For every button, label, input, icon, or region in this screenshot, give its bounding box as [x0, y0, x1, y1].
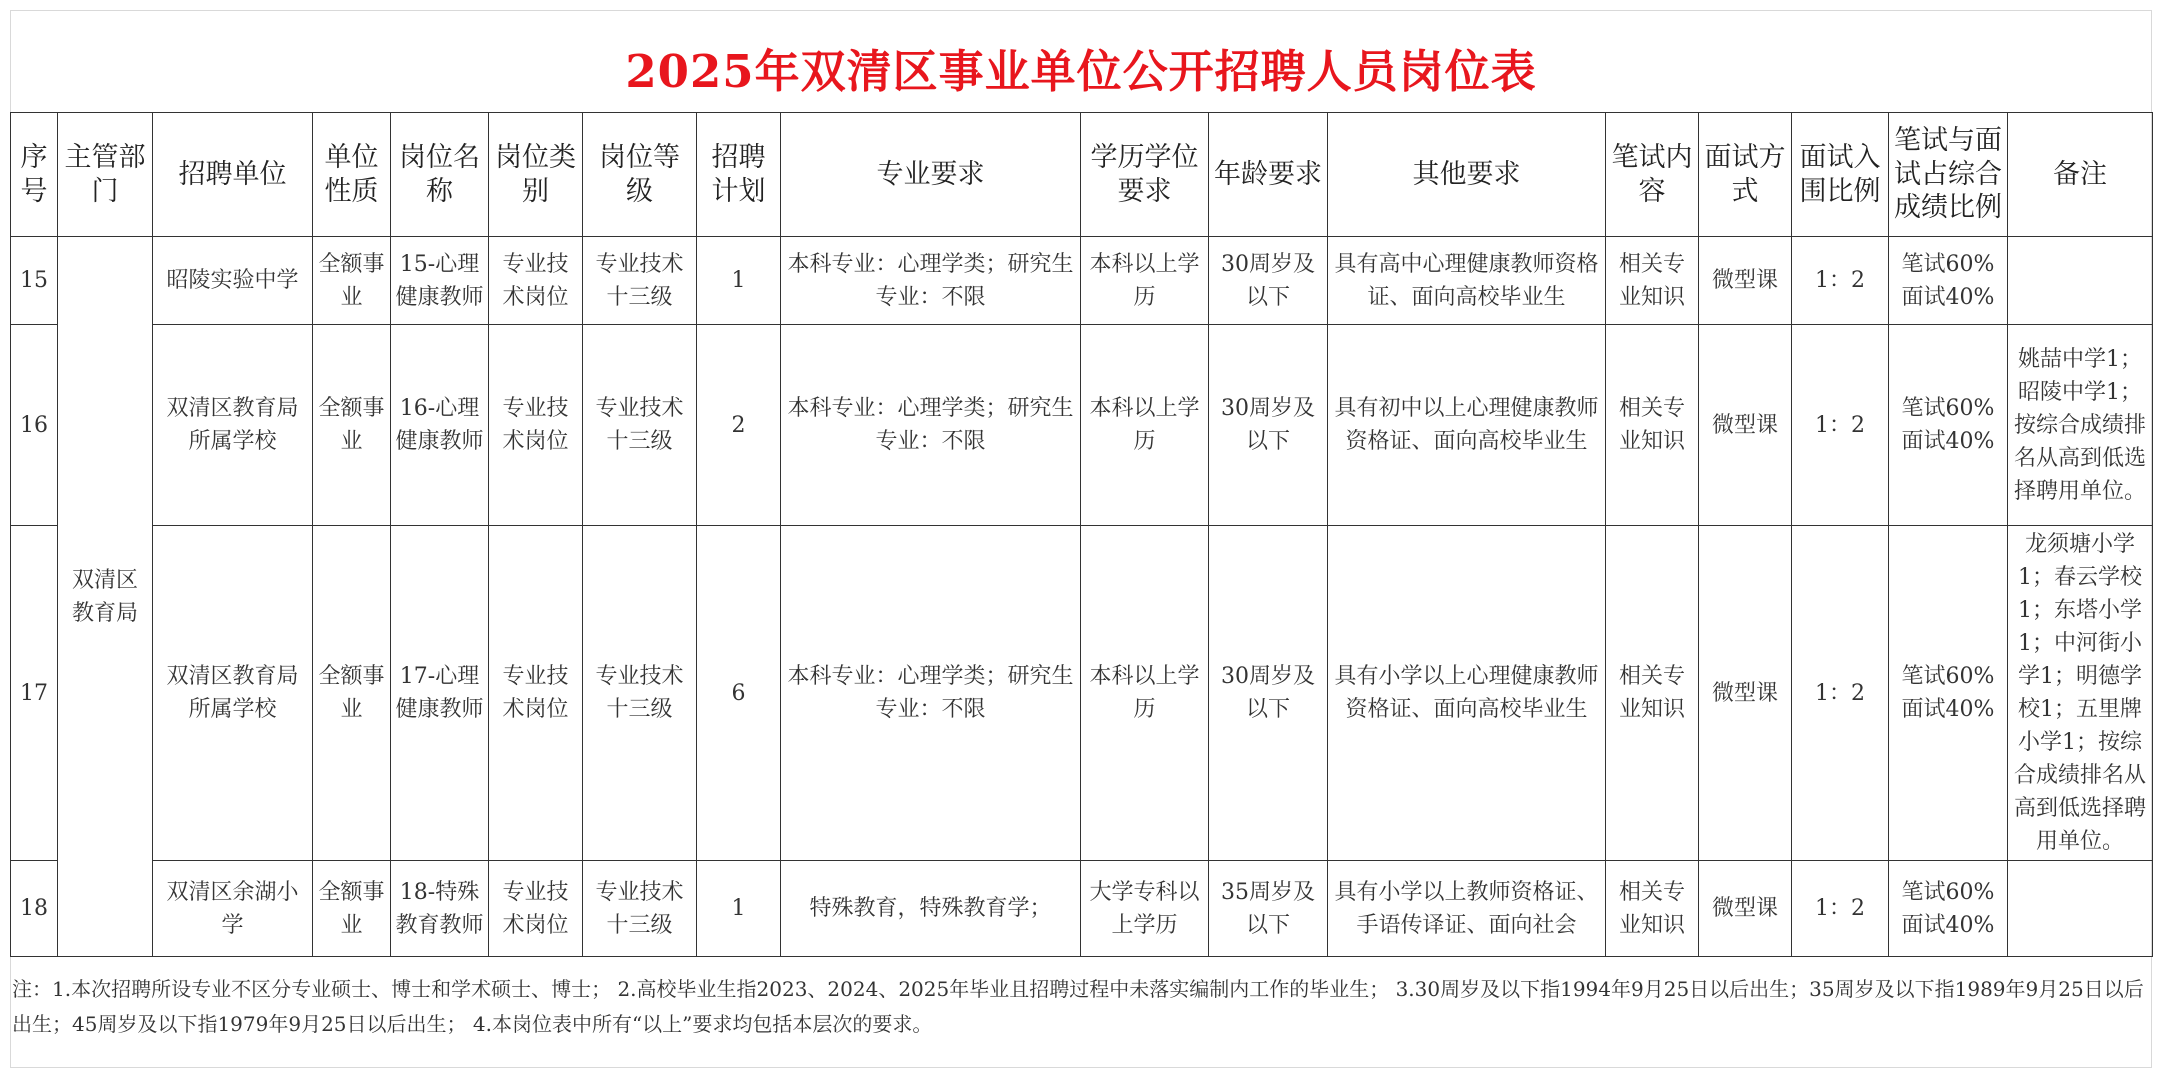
table-row [11, 526, 2153, 861]
recruitment-table [10, 112, 2153, 957]
cell-age: 30周岁及以下 [1209, 526, 1328, 861]
header-written: 笔试内容 [1606, 113, 1699, 237]
header-age: 年龄要求 [1209, 113, 1328, 237]
header-unit: 招聘单位 [153, 113, 313, 237]
header-row [11, 113, 2153, 237]
cell-post-type: 专业技术岗位 [489, 237, 583, 325]
weight-interview: 面试40% [1901, 912, 1995, 938]
cell-education: 本科以上学历 [1081, 325, 1209, 526]
cell-education: 本科以上学历 [1081, 237, 1209, 325]
cell-education: 本科以上学历 [1081, 526, 1209, 861]
weight-interview: 面试40% [1901, 697, 1995, 722]
cell-major: 本科专业：心理学类；研究生专业：不限 [781, 237, 1081, 325]
cell-education: 大学专科以上学历 [1081, 861, 1209, 957]
cell-seq: 15 [11, 237, 58, 325]
cell-weight [1889, 237, 2008, 325]
cell-interview: 微型课 [1699, 325, 1792, 526]
cell-post-level: 专业技术十三级 [583, 861, 697, 957]
header-dept: 主管部门 [58, 113, 153, 237]
cell-age: 30周岁及以下 [1209, 325, 1328, 526]
weight-written: 笔试60% [1901, 664, 1995, 689]
cell-unit: 双清区教育局所属学校 [153, 526, 313, 861]
cell-remark: 姚喆中学1；昭陵中学1；按综合成绩排名从高到低选择聘用单位。 [2008, 325, 2153, 526]
cell-remark [2008, 237, 2153, 325]
header-post-type: 岗位类别 [489, 113, 583, 237]
cell-weight [1889, 861, 2008, 957]
cell-unit: 昭陵实验中学 [153, 237, 313, 325]
header-nature: 单位性质 [313, 113, 391, 237]
cell-nature: 全额事业 [313, 325, 391, 526]
table-row [11, 237, 2153, 325]
cell-ratio: 1：2 [1792, 526, 1889, 861]
cell-seq: 16 [11, 325, 58, 526]
header-remark: 备注 [2008, 113, 2153, 237]
cell-age: 35周岁及以下 [1209, 861, 1328, 957]
cell-other: 具有小学以上教师资格证、手语传译证、面向社会 [1328, 861, 1606, 957]
footnote: 注：1.本次招聘所设专业不区分专业硕士、博士和学术硕士、博士； 2.高校毕业生指2023、2024、2025年毕业且招聘过程中未落实编制内工作的毕业生； 3.30周岁及以下指1994年9月25日以后出生；35周岁及以下指1989年9月25日以后出生；45周岁及以下指1979年9月25日以后出生； 4.本岗位表中所有“以上”要求均包括本层次的要求。 [12, 977, 2144, 1036]
cell-post-level: 专业技术十三级 [583, 237, 697, 325]
cell-nature: 全额事业 [313, 526, 391, 861]
cell-remark: 龙须塘小学1；春云学校1；东塔小学1；中河街小学1；明德学校1；五里牌小学1；按综合成绩排名从高到低选择聘用单位。 [2008, 526, 2153, 861]
header-other: 其他要求 [1328, 113, 1606, 237]
cell-ratio: 1：2 [1792, 325, 1889, 526]
cell-plan: 6 [697, 526, 781, 861]
cell-written: 相关专业知识 [1606, 237, 1699, 325]
weight-written: 笔试60% [1901, 879, 1995, 905]
cell-interview: 微型课 [1699, 237, 1792, 325]
cell-interview: 微型课 [1699, 861, 1792, 957]
weight-written: 笔试60% [1901, 251, 1995, 277]
header-post-name: 岗位名称 [391, 113, 489, 237]
cell-post-name: 17-心理健康教师 [391, 526, 489, 861]
cell-seq: 17 [11, 526, 58, 861]
cell-dept: 双清区教育局 [58, 237, 153, 957]
cell-post-level: 专业技术十三级 [583, 325, 697, 526]
weight-interview: 面试40% [1901, 429, 1995, 454]
cell-post-type: 专业技术岗位 [489, 861, 583, 957]
weight-interview: 面试40% [1901, 284, 1995, 310]
cell-plan: 1 [697, 861, 781, 957]
cell-major: 特殊教育，特殊教育学； [781, 861, 1081, 957]
cell-nature: 全额事业 [313, 237, 391, 325]
header-post-level: 岗位等级 [583, 113, 697, 237]
cell-unit: 双清区余湖小学 [153, 861, 313, 957]
cell-written: 相关专业知识 [1606, 526, 1699, 861]
cell-plan: 2 [697, 325, 781, 526]
header-seq: 序号 [11, 113, 58, 237]
cell-ratio: 1：2 [1792, 861, 1889, 957]
header-weight: 笔试与面试占综合成绩比例 [1889, 113, 2008, 237]
cell-nature: 全额事业 [313, 861, 391, 957]
cell-age: 30周岁及以下 [1209, 237, 1328, 325]
cell-post-name: 18-特殊教育教师 [391, 861, 489, 957]
cell-major: 本科专业：心理学类；研究生专业：不限 [781, 325, 1081, 526]
cell-post-type: 专业技术岗位 [489, 526, 583, 861]
cell-other: 具有小学以上心理健康教师资格证、面向高校毕业生 [1328, 526, 1606, 861]
cell-seq: 18 [11, 861, 58, 957]
header-major: 专业要求 [781, 113, 1081, 237]
cell-other: 具有高中心理健康教师资格证、面向高校毕业生 [1328, 237, 1606, 325]
cell-ratio: 1：2 [1792, 237, 1889, 325]
cell-unit: 双清区教育局所属学校 [153, 325, 313, 526]
cell-weight [1889, 526, 2008, 861]
cell-other: 具有初中以上心理健康教师资格证、面向高校毕业生 [1328, 325, 1606, 526]
cell-interview: 微型课 [1699, 526, 1792, 861]
page-title: 2025年双清区事业单位公开招聘人员岗位表 [625, 44, 1537, 98]
cell-weight [1889, 325, 2008, 526]
cell-major: 本科专业：心理学类；研究生专业：不限 [781, 526, 1081, 861]
cell-post-type: 专业技术岗位 [489, 325, 583, 526]
header-plan: 招聘计划 [697, 113, 781, 237]
weight-written: 笔试60% [1901, 396, 1995, 421]
cell-post-level: 专业技术十三级 [583, 526, 697, 861]
cell-remark [2008, 861, 2153, 957]
cell-post-name: 15-心理健康教师 [391, 237, 489, 325]
header-education: 学历学位要求 [1081, 113, 1209, 237]
cell-written: 相关专业知识 [1606, 861, 1699, 957]
table-row [11, 325, 2153, 526]
cell-plan: 1 [697, 237, 781, 325]
header-interview: 面试方式 [1699, 113, 1792, 237]
cell-written: 相关专业知识 [1606, 325, 1699, 526]
cell-post-name: 16-心理健康教师 [391, 325, 489, 526]
table-row [11, 861, 2153, 957]
header-ratio: 面试入围比例 [1792, 113, 1889, 237]
